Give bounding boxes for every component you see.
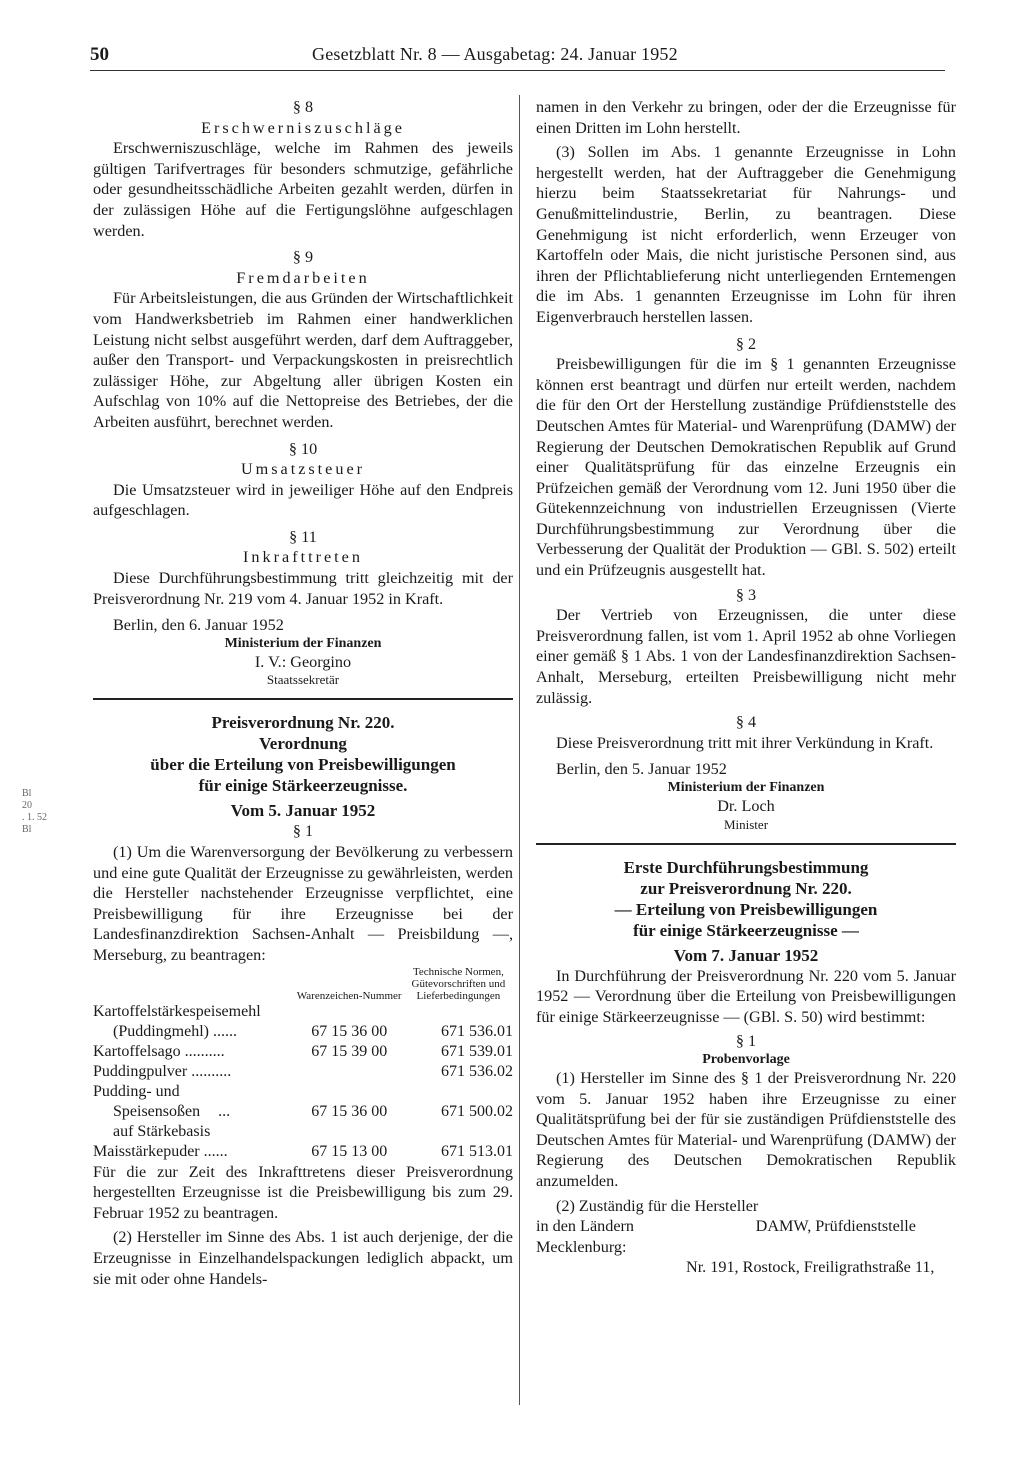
signer-title: Minister — [723, 816, 769, 832]
regulation-subtitle: — Erteilung von Preisbewilligungen — [614, 899, 878, 919]
table-label: in den Ländern — [536, 1217, 634, 1236]
section-number: § 3 — [735, 585, 757, 604]
margin-note-line: Bl — [22, 788, 32, 799]
section-number: § 1 — [292, 822, 314, 841]
product-name: Kartoffelstärkespeisemehl — [93, 1002, 261, 1020]
norm-number: 671 539.01 — [441, 1042, 513, 1060]
table-row — [93, 1142, 513, 1162]
ministry: Ministerium der Finanzen — [667, 780, 825, 795]
signer: Dr. Loch — [717, 797, 775, 815]
product-name: Speisensoßen — [113, 1102, 201, 1120]
place-date: Berlin, den 5. Januar 1952 — [556, 760, 727, 779]
regulation-subtitle: für einige Stärkeerzeugnisse — — [633, 920, 859, 940]
section-text: Preisbewilligungen für die im § 1 genannten Erzeugnisse können erst beantragt und dürfen nur erteilt werden, nachdem die für den Ort der Herstellung zuständige Prüfdienststelle des Deutschen Amtes für Material- und Warenprüfung (DAMW) der Regierung der Deutschen Demokratischen Republik auf Grund einer Qualitätsprüfung für das einzelne Erzeugnis ein Prüfzeichen gemäß der Verordnung vom 12. Juni 1950 über die Gütekennzeichnung von industriellen Erzeugnissen (Vierte Durchführungsbestimmung zur Verordnung über die Verbesserung der Qualität der Produktion — GBl. S. 502) erteilt und ein Prüfzeugnis ausgestellt hat. — [536, 355, 956, 580]
regulation-date: Vom 7. Januar 1952 — [673, 945, 819, 965]
margin-note — [22, 788, 47, 836]
product-name: Kartoffelsago .......... — [93, 1042, 225, 1060]
section-title: Probenvorlage — [702, 1051, 790, 1067]
section-text: (2) Hersteller im Sinne des Abs. 1 ist auch derjenige, der die Erzeugnisse in Einzelhandelspackungen lediglich abpackt, um sie mit oder ohne Handels- — [93, 1228, 513, 1288]
table-row — [93, 1002, 513, 1022]
ordinance-date: Vom 5. Januar 1952 — [230, 801, 376, 821]
regulation-title: Erste Durchführungsbestimmung — [623, 857, 869, 877]
margin-note-line: . 1. 52 — [22, 812, 47, 823]
trademark-number — [295, 1062, 404, 1082]
section-number: § 2 — [735, 334, 757, 353]
trademark-number: 67 15 39 00 — [311, 1042, 388, 1060]
table-header: Technische Normen, Gütevorschriften und Lieferbedingungen — [411, 965, 506, 1002]
page-header — [0, 0, 1024, 70]
section-number: § 1 — [735, 1032, 757, 1051]
table-row — [93, 1082, 513, 1102]
section-text: Diese Preisverordnung tritt mit ihrer Verkündung in Kraft. — [556, 733, 934, 752]
separator-rule — [536, 843, 956, 845]
gazette-title: Gesetzblatt Nr. 8 — Ausgabetag: 24. Januar 1952 — [312, 44, 678, 64]
product-name: Maisstärkepuder ...... — [93, 1142, 228, 1160]
norm-number: 671 536.02 — [441, 1062, 513, 1080]
column-divider — [519, 95, 520, 1405]
section-text: (1) Um die Warenversorgung der Bevölkerung zu verbessern und eine gute Qualität der Erzeugnisse zu gewährleisten, werden die Hersteller nachstehender Erzeugnisse verpflichtet, eine Preisbewilligung für ihre Erzeugnisse bei der Landesfinanzdirektion Sachsen-Anhalt — Preisbildung —, Merseburg, zu beantragen: — [93, 843, 513, 964]
section-title: Fremdarbeiten — [236, 268, 370, 287]
table-row — [93, 1022, 513, 1042]
ordinance-subtitle: über die Erteilung von Preisbewilligungen — [150, 755, 456, 775]
section-text: Diese Durchführungsbestimmung tritt gleichzeitig mit der Preisverordnung Nr. 219 vom 4. Januar 1952 in Kraft. — [93, 569, 513, 608]
section-text: Erschwerniszuschläge, welche im Rahmen des jeweils gültigen Tarifvertrages für besonders schmutzige, gefährliche oder gesundheitsschädliche Arbeiten gezahlt werden, dürfen in der zulässigen Höhe auf die Fertigungslöhne aufgeschlagen werden. — [93, 139, 513, 240]
section-text: Nr. 191, Rostock, Freiligrathstraße 11, — [686, 1258, 935, 1277]
section-text — [536, 1216, 956, 1237]
ordinance-subtitle: Verordnung — [259, 734, 347, 754]
table-header: Warenzeichen-Nummer — [296, 989, 402, 1002]
norm-number: 671 500.02 — [441, 1102, 513, 1120]
regulation-subtitle: zur Preisverordnung Nr. 220. — [640, 878, 852, 898]
section-text: Der Vertrieb von Erzeugnissen, die unter diese Preisverordnung fallen, ist vom 1. April 1952 ab ohne Vorliegen einer gemäß § 1 Abs. 1 von der Landesfinanzdirektion Sachsen-Anhalt, Merseburg, erteilten Preisbewilligung nicht mehr zulässig. — [536, 606, 956, 707]
section-text: Für die zur Zeit des Inkrafttretens dieser Preisverordnung hergestellten Erzeugnisse ist die Preisbewilligung bis zum 29. Februar 1952 zu beantragen. — [93, 1162, 513, 1222]
section-text: (3) Sollen im Abs. 1 genannte Erzeugnisse in Lohn hergestellt werden, hat der Auftraggeber die Genehmigung hierzu beim Staatssekretariat für Nahrungs- und Genußmittelindustrie, Berlin, zu beantragen. Diese Genehmigung ist nicht erforderlich, wenn Erzeuger von Kartoffeln oder Mais, die nicht juristische Personen sind, aus ihren der Pflichtablieferung nicht unterliegenden Erntemengen die im Abs. 1 genannten Erzeugnisse im Lohn für ihren Eigenverbrauch herstellen lassen. — [536, 143, 956, 326]
section-text: In Durchführung der Preisverordnung Nr. 220 vom 5. Januar 1952 — Verordnung über die Erteilung von Preisbewilligungen für einige Stärkeerzeugnisse — (GBl. S. 50) wird bestimmt: — [536, 966, 956, 1026]
section-text: namen in den Verkehr zu bringen, oder der die Erzeugnisse für einen Dritten im Lohn herstellt. — [536, 98, 956, 137]
product-name: Puddingpulver .......... — [93, 1062, 232, 1080]
brace-dots: ... — [218, 1102, 231, 1120]
section-number: § 4 — [735, 713, 757, 732]
section-text: Die Umsatzsteuer wird in jeweiliger Höhe auf den Endpreis aufgeschlagen. — [93, 480, 513, 520]
left-column — [93, 97, 513, 1289]
table-label: Mecklenburg: — [536, 1237, 627, 1256]
right-column — [536, 97, 956, 1278]
margin-note-line: 20 — [22, 800, 32, 811]
trademark-number: 67 15 36 00 — [311, 1022, 388, 1040]
page-number: 50 — [90, 44, 109, 65]
trademark-number: 67 15 36 00 — [311, 1102, 388, 1120]
section-title: Inkrafttreten — [243, 548, 363, 567]
section-text: Für Arbeitsleistungen, die aus Gründen der Wirtschaftlichkeit vom Handwerksbetrieb im Rahmen einer handwerklichen Leistung nicht selbst ausgeführt werden, darf dem Auftraggeber, außer den Transport- und Verpackungskosten in preisrechtlich zulässiger Höhe, zur Abgeltung aller übrigen Kosten ein Aufschlag von 10% auf die Nettopreise des Betriebes, der die Arbeiten ausführt, berechnet werden. — [93, 289, 513, 431]
margin-note-line: Bl — [22, 824, 32, 835]
section-number: § 10 — [288, 439, 318, 458]
signer: I. V.: Georgino — [254, 652, 352, 671]
table-row — [93, 1062, 513, 1082]
separator-rule — [93, 698, 513, 700]
norm-number: 671 513.01 — [441, 1142, 513, 1160]
ordinance-title: Preisverordnung Nr. 220. — [211, 713, 395, 733]
place-date: Berlin, den 6. Januar 1952 — [113, 616, 284, 635]
table-label: DAMW, Prüfdienststelle — [755, 1217, 916, 1236]
table-row — [93, 1102, 513, 1122]
product-table — [93, 966, 513, 1162]
section-number: § 11 — [289, 527, 317, 546]
section-number: § 8 — [292, 98, 314, 116]
ministry: Ministerium der Finanzen — [224, 635, 382, 651]
product-name: (Puddingmehl) ...... — [113, 1022, 237, 1040]
ordinance-subtitle: für einige Stärkeerzeugnisse. — [198, 776, 408, 796]
product-name: auf Stärkebasis — [113, 1122, 211, 1140]
product-name: Pudding- und — [93, 1082, 180, 1100]
section-title: Erschwerniszuschläge — [201, 118, 405, 137]
table-row — [93, 1122, 513, 1142]
section-number: § 9 — [292, 248, 314, 267]
header-rule — [90, 70, 945, 71]
section-title: Umsatzsteuer — [240, 460, 366, 479]
trademark-number: 67 15 13 00 — [311, 1142, 388, 1160]
signer-title: Staatssekretär — [266, 672, 340, 688]
norm-number: 671 536.01 — [441, 1022, 513, 1040]
section-text: (1) Hersteller im Sinne des § 1 der Preisverordnung Nr. 220 vom 5. Januar 1952 haben ihre Erzeugnisse zu einer Qualitätsprüfung bei der für sie zuständigen Prüfdienststelle des Deutschen Amtes für Material- und Warenprüfung (DAMW) der Regierung des Deutschen Demokratischen Republik anzumelden. — [536, 1068, 956, 1190]
section-text: (2) Zuständig für die Hersteller — [556, 1196, 759, 1215]
table-row — [93, 1042, 513, 1062]
